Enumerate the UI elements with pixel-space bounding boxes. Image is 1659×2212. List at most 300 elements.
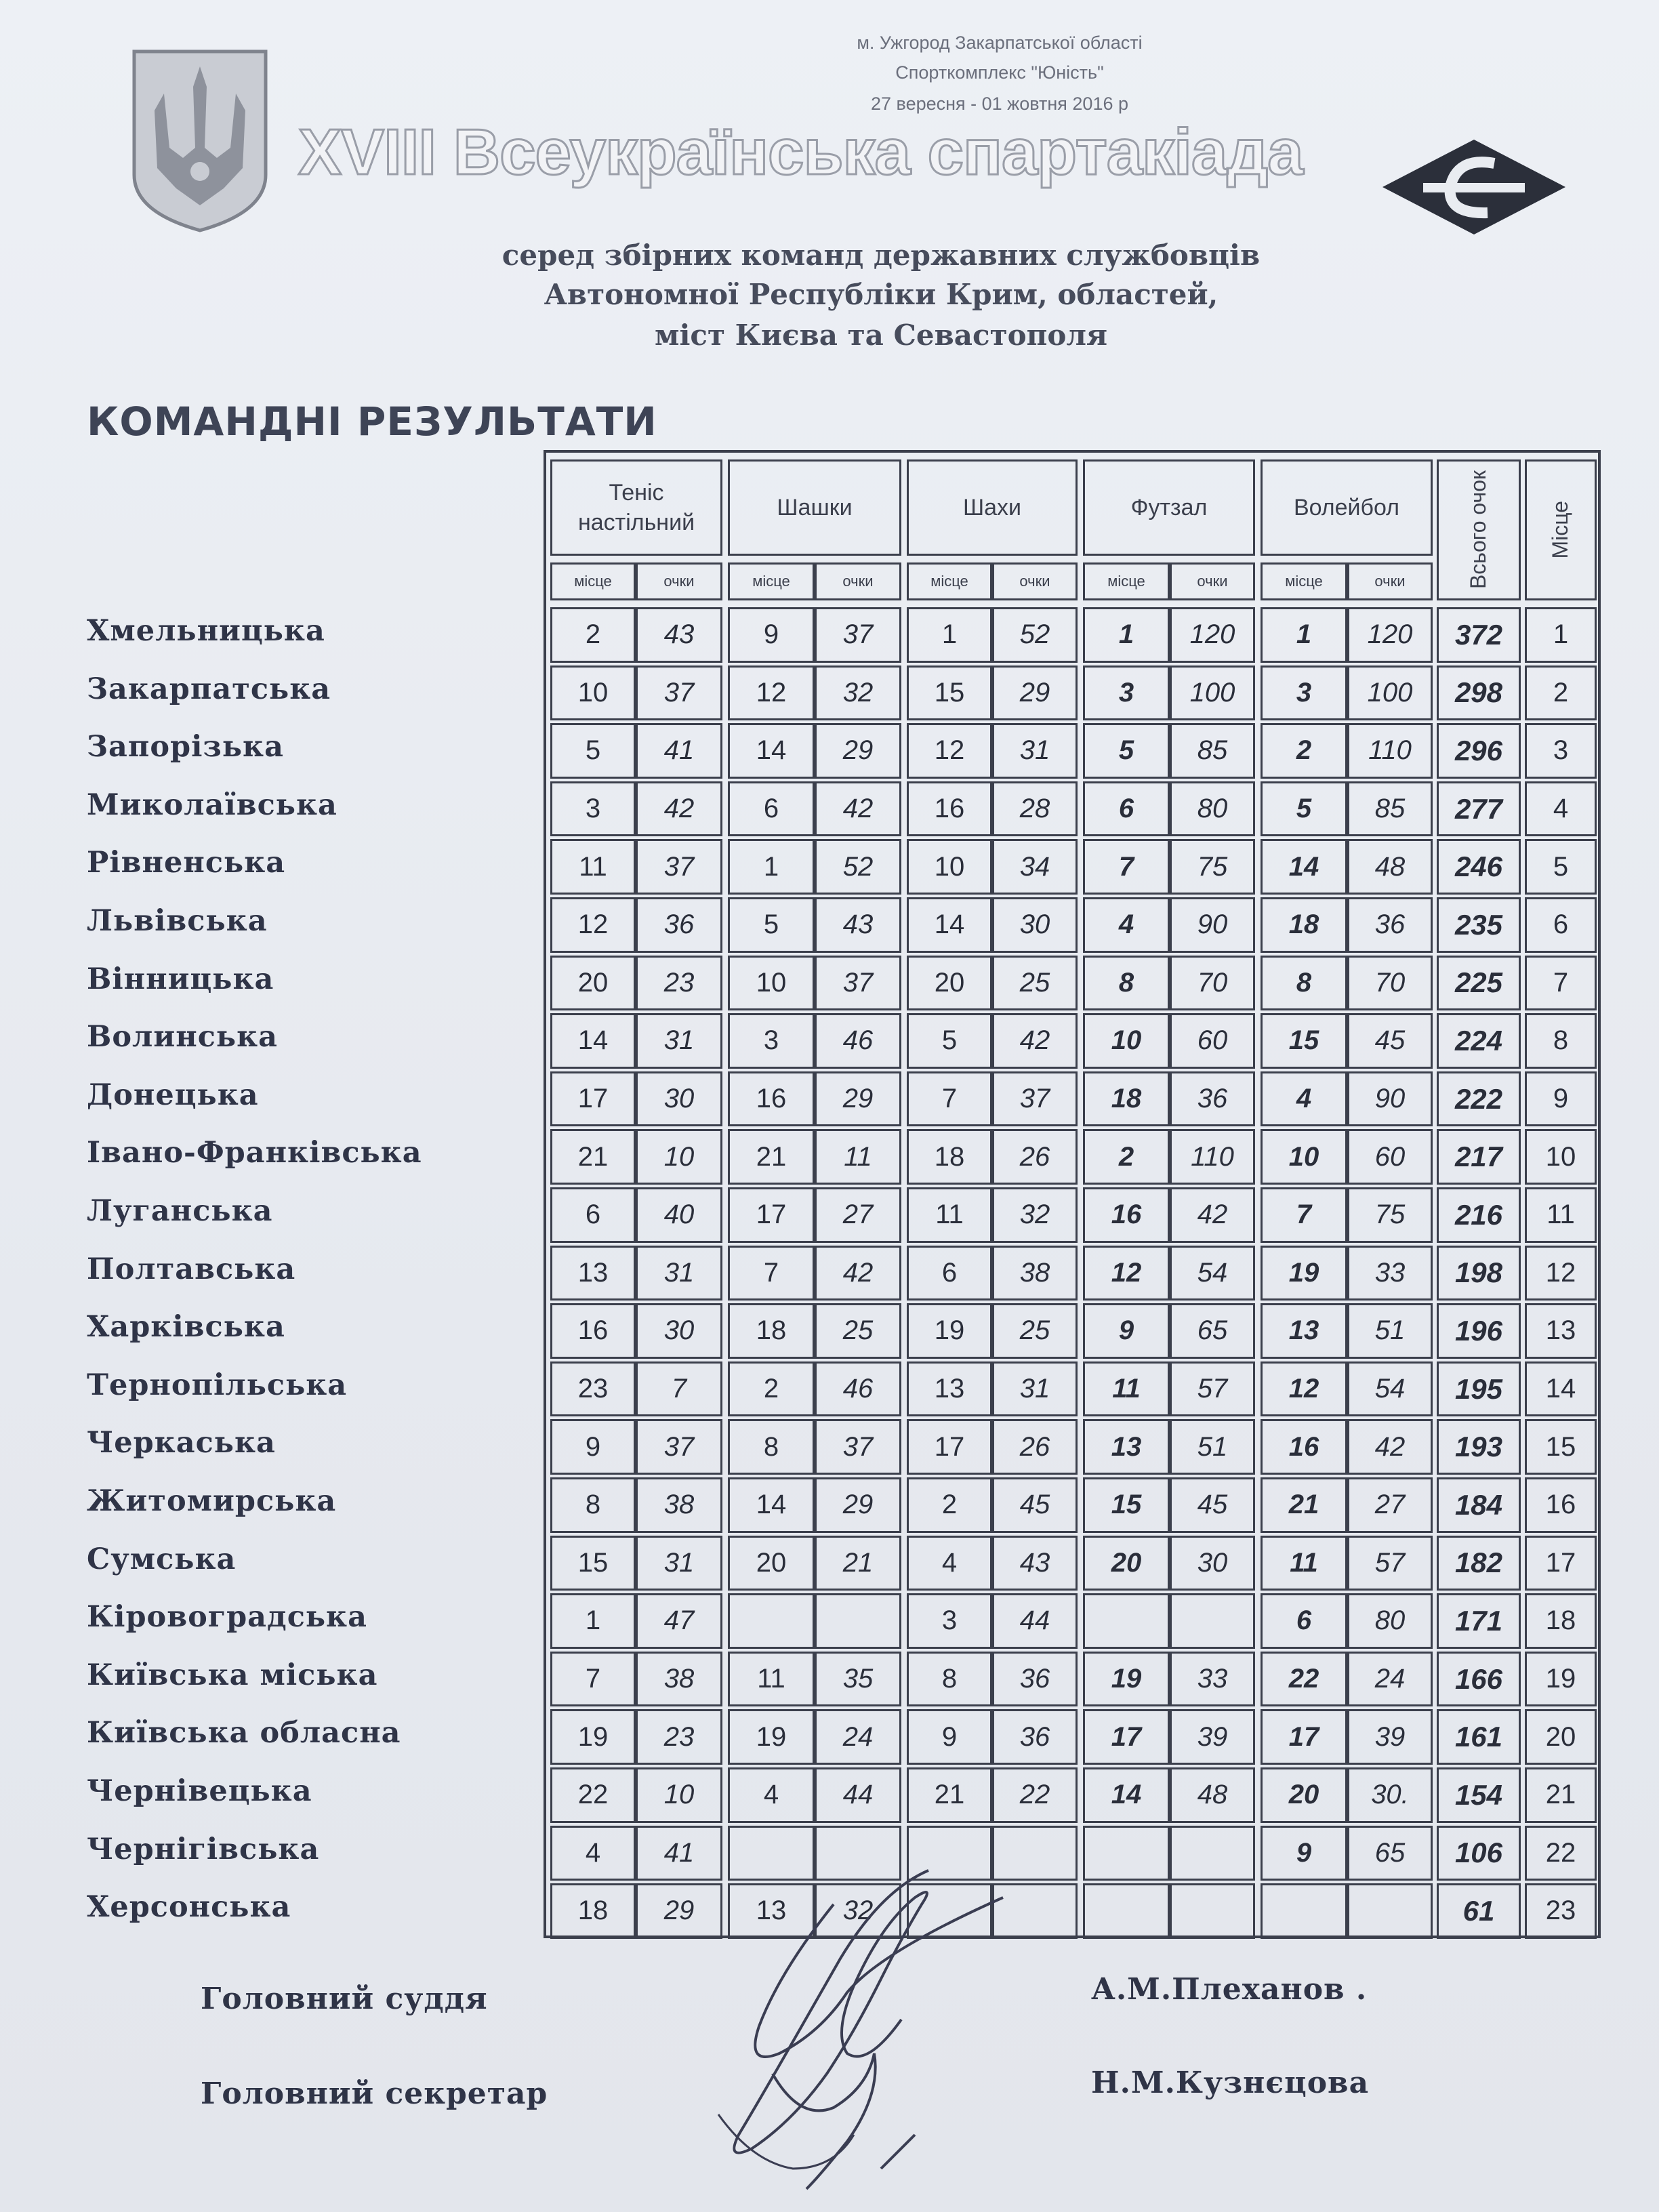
points-cell: 7 [636,1361,722,1417]
team-name: Київська обласна [87,1716,401,1750]
place-cell: 12 [907,723,992,779]
place-cell: 1 [550,1593,636,1649]
points-cell: 39 [1170,1709,1255,1765]
sub-header-place: місце [907,562,992,600]
points-cell: 42 [815,781,901,837]
points-cell: 42 [636,781,722,837]
points-cell: 100 [1347,665,1433,721]
subtitle-line-2: Автономної Республіки Крим, областей, [544,278,1218,311]
place-cell: 4 [728,1767,815,1823]
team-name: Донецька [87,1078,259,1112]
points-cell: 90 [1347,1071,1433,1127]
team-name: Київська міська [87,1658,378,1692]
rank-header-label: Місце [1548,501,1573,559]
points-cell: 30 [1170,1536,1255,1591]
place-cell: 14 [1083,1767,1170,1823]
points-cell: 43 [992,1536,1078,1591]
place-cell: 15 [1261,1013,1347,1069]
place-cell: 3 [728,1013,815,1069]
points-cell: 36 [1347,897,1433,953]
place-cell: 11 [550,839,636,895]
place-cell [1083,1593,1170,1649]
points-cell: 44 [815,1767,901,1823]
place-cell: 4 [550,1826,636,1881]
team-name: Харківська [87,1310,285,1345]
place-cell: 21 [728,1129,815,1185]
rank-header [1525,459,1597,600]
place-cell: 4 [1261,1071,1347,1127]
place-cell: 20 [1083,1536,1170,1591]
points-cell: 75 [1170,839,1255,895]
place-cell: 2 [550,607,636,663]
sport-header: Футзал [1083,459,1255,556]
place-cell: 5 [1261,781,1347,837]
points-cell: 70 [1347,956,1433,1011]
points-cell [1347,1883,1433,1939]
points-cell: 36 [1170,1071,1255,1127]
total-points-cell: 246 [1437,839,1521,895]
place-cell: 3 [907,1593,992,1649]
points-cell: 30. [1347,1767,1433,1823]
place-cell: 15 [907,665,992,721]
sport-header: Шашки [728,459,901,556]
rank-cell: 9 [1525,1071,1597,1127]
points-cell: 57 [1347,1536,1433,1591]
points-cell: 54 [1347,1361,1433,1417]
sport-header: Волейбол [1261,459,1433,556]
points-cell: 57 [1170,1361,1255,1417]
points-cell [1170,1826,1255,1881]
points-cell: 51 [1170,1419,1255,1475]
points-cell: 43 [636,607,722,663]
points-cell: 27 [1347,1477,1433,1533]
place-cell: 7 [1261,1187,1347,1243]
rank-cell: 23 [1525,1883,1597,1939]
team-name: Полтавська [87,1252,296,1286]
points-cell: 30 [636,1303,722,1359]
points-cell: 29 [636,1883,722,1939]
points-cell: 36 [992,1652,1078,1707]
chief-secretary-name: Н.М.Кузнєцова [1091,2066,1370,2100]
rank-cell: 12 [1525,1246,1597,1301]
place-cell: 13 [728,1883,815,1939]
team-name: Закарпатська [87,672,331,706]
place-cell: 5 [907,1013,992,1069]
place-cell: 12 [1083,1246,1170,1301]
place-cell: 14 [1261,839,1347,895]
points-cell: 41 [636,723,722,779]
place-cell: 17 [1261,1709,1347,1765]
points-cell: 45 [1347,1013,1433,1069]
place-cell: 4 [1083,897,1170,953]
points-cell: 70 [1170,956,1255,1011]
points-cell: 24 [815,1709,901,1765]
points-cell: 31 [636,1246,722,1301]
team-name: Кіровоградська [87,1600,367,1635]
points-cell: 37 [815,1419,901,1475]
place-cell: 22 [550,1767,636,1823]
place-cell: 7 [907,1071,992,1127]
points-cell: 38 [636,1652,722,1707]
points-cell: 37 [815,607,901,663]
place-cell: 23 [550,1361,636,1417]
place-cell: 3 [1261,665,1347,721]
total-points-cell: 154 [1437,1767,1521,1823]
place-cell: 8 [1261,956,1347,1011]
total-points-cell: 298 [1437,665,1521,721]
team-name: Херсонська [87,1890,291,1925]
place-cell: 21 [907,1767,992,1823]
points-cell: 52 [815,839,901,895]
trident-coat-of-arms-icon [129,46,271,236]
total-points-cell: 235 [1437,897,1521,953]
total-points-header-label: Всього очок [1466,470,1491,590]
points-cell: 60 [1347,1129,1433,1185]
place-cell: 20 [550,956,636,1011]
points-cell: 100 [1170,665,1255,721]
sub-header-place: місце [728,562,815,600]
points-cell: 48 [1347,839,1433,895]
place-cell: 6 [1083,781,1170,837]
points-cell [815,1593,901,1649]
place-cell: 10 [728,956,815,1011]
rank-cell: 18 [1525,1593,1597,1649]
points-cell: 10 [636,1767,722,1823]
total-points-cell: 184 [1437,1477,1521,1533]
place-cell: 9 [1083,1303,1170,1359]
total-points-cell: 216 [1437,1187,1521,1243]
place-cell: 20 [728,1536,815,1591]
rank-cell: 13 [1525,1303,1597,1359]
place-cell: 13 [1083,1419,1170,1475]
rank-cell: 1 [1525,607,1597,663]
points-cell: 75 [1347,1187,1433,1243]
points-cell: 46 [815,1013,901,1069]
points-cell: 30 [636,1071,722,1127]
points-cell: 37 [636,665,722,721]
place-cell: 12 [728,665,815,721]
place-cell: 7 [1083,839,1170,895]
place-cell: 12 [1261,1361,1347,1417]
points-cell: 10 [636,1129,722,1185]
place-cell: 8 [728,1419,815,1475]
points-cell: 28 [992,781,1078,837]
place-cell: 5 [1083,723,1170,779]
team-name: Волинська [87,1020,278,1054]
rank-cell: 6 [1525,897,1597,953]
total-points-cell: 106 [1437,1826,1521,1881]
total-points-header [1437,459,1521,600]
points-cell: 42 [1170,1187,1255,1243]
points-cell: 37 [815,956,901,1011]
points-cell: 42 [1347,1419,1433,1475]
place-cell: 6 [550,1187,636,1243]
place-cell: 8 [1083,956,1170,1011]
total-points-cell: 296 [1437,723,1521,779]
points-cell: 29 [992,665,1078,721]
points-cell: 25 [992,956,1078,1011]
rank-cell: 22 [1525,1826,1597,1881]
points-cell: 31 [636,1013,722,1069]
place-cell: 6 [907,1246,992,1301]
points-cell: 37 [992,1071,1078,1127]
rank-cell: 2 [1525,665,1597,721]
points-cell: 80 [1347,1593,1433,1649]
points-cell: 29 [815,1071,901,1127]
sub-header-points: очки [815,562,901,600]
total-points-cell: 222 [1437,1071,1521,1127]
total-points-cell: 224 [1437,1013,1521,1069]
place-cell: 19 [550,1709,636,1765]
points-cell: 23 [636,956,722,1011]
place-cell: 8 [907,1652,992,1707]
points-cell: 42 [815,1246,901,1301]
total-points-cell: 196 [1437,1303,1521,1359]
rank-cell: 19 [1525,1652,1597,1707]
place-cell: 3 [550,781,636,837]
place-cell: 6 [1261,1593,1347,1649]
subtitle-line-1: серед збірних команд державних службовців [501,239,1261,272]
sub-header-points: очки [992,562,1078,600]
place-cell: 9 [550,1419,636,1475]
points-cell: 25 [815,1303,901,1359]
rank-cell: 11 [1525,1187,1597,1243]
place-cell: 10 [1083,1013,1170,1069]
points-cell: 65 [1347,1826,1433,1881]
total-points-cell: 372 [1437,607,1521,663]
place-cell: 13 [907,1361,992,1417]
points-cell: 31 [992,1361,1078,1417]
points-cell: 24 [1347,1652,1433,1707]
points-cell: 42 [992,1013,1078,1069]
place-cell: 11 [1083,1361,1170,1417]
chief-secretary-label: Головний секретар [201,2076,548,2111]
total-points-cell: 217 [1437,1129,1521,1185]
points-cell: 60 [1170,1013,1255,1069]
place-cell: 21 [1261,1477,1347,1533]
venue-city: м. Ужгород Закарпатської області [857,33,1143,53]
place-cell: 18 [728,1303,815,1359]
points-cell: 22 [992,1767,1078,1823]
signature-icon [678,1850,1030,2203]
rank-cell: 17 [1525,1536,1597,1591]
team-name: Луганська [87,1194,273,1228]
sport-header: Шахи [907,459,1078,556]
rank-cell: 7 [1525,956,1597,1011]
place-cell: 14 [550,1013,636,1069]
points-cell: 31 [992,723,1078,779]
place-cell [1083,1826,1170,1881]
event-dates: 27 вересня - 01 жовтня 2016 р [871,94,1128,114]
event-title: XVIII Всеукраїнська спартакіада [298,116,1303,188]
sub-header-place: місце [1261,562,1347,600]
team-name: Вінницька [87,962,274,996]
place-cell: 1 [1261,607,1347,663]
points-cell: 27 [815,1187,901,1243]
team-name: Львівська [87,904,268,938]
points-cell: 85 [1170,723,1255,779]
place-cell: 19 [907,1303,992,1359]
points-cell: 45 [992,1477,1078,1533]
place-cell: 1 [1083,607,1170,663]
team-name: Рівненська [87,846,286,880]
place-cell: 9 [728,607,815,663]
place-cell: 15 [1083,1477,1170,1533]
total-points-cell: 193 [1437,1419,1521,1475]
points-cell: 52 [992,607,1078,663]
points-cell: 41 [636,1826,722,1881]
place-cell: 20 [1261,1767,1347,1823]
points-cell: 46 [815,1361,901,1417]
place-cell: 6 [728,781,815,837]
place-cell: 9 [1261,1826,1347,1881]
place-cell: 16 [1083,1187,1170,1243]
team-name: Запорізька [87,730,284,764]
total-points-cell: 161 [1437,1709,1521,1765]
place-cell: 14 [907,897,992,953]
points-cell: 29 [815,723,901,779]
total-points-cell: 198 [1437,1246,1521,1301]
place-cell: 22 [1261,1652,1347,1707]
place-cell [1261,1883,1347,1939]
place-cell: 19 [728,1709,815,1765]
sub-header-points: очки [636,562,722,600]
points-cell: 31 [636,1536,722,1591]
points-cell [1170,1593,1255,1649]
place-cell: 21 [550,1129,636,1185]
points-cell: 29 [815,1477,901,1533]
place-cell: 1 [907,607,992,663]
place-cell: 17 [550,1071,636,1127]
points-cell: 90 [1170,897,1255,953]
team-name: Хмельницька [87,614,325,648]
rank-cell: 10 [1525,1129,1597,1185]
place-cell: 10 [907,839,992,895]
team-name: Черкаська [87,1426,276,1460]
points-cell: 38 [992,1246,1078,1301]
place-cell: 11 [728,1652,815,1707]
place-cell: 12 [550,897,636,953]
place-cell: 16 [728,1071,815,1127]
place-cell: 14 [728,723,815,779]
rank-cell: 16 [1525,1477,1597,1533]
place-cell: 10 [550,665,636,721]
place-cell: 2 [907,1477,992,1533]
chief-judge-label: Головний суддя [201,1982,488,2016]
place-cell: 17 [1083,1709,1170,1765]
place-cell: 16 [907,781,992,837]
place-cell: 2 [1083,1129,1170,1185]
rank-cell: 5 [1525,839,1597,895]
place-cell: 7 [728,1246,815,1301]
points-cell: 26 [992,1419,1078,1475]
points-cell: 36 [636,897,722,953]
section-title: КОМАНДНІ РЕЗУЛЬТАТИ [87,398,657,445]
place-cell: 1 [728,839,815,895]
points-cell: 65 [1170,1303,1255,1359]
venue-sports-complex: Спорткомплекс "Юність" [895,62,1104,83]
total-points-cell: 195 [1437,1361,1521,1417]
points-cell: 47 [636,1593,722,1649]
place-cell: 18 [907,1129,992,1185]
points-cell: 51 [1347,1303,1433,1359]
points-cell: 110 [1347,723,1433,779]
place-cell: 5 [550,723,636,779]
sub-header-points: очки [1347,562,1433,600]
points-cell: 11 [815,1129,901,1185]
points-cell: 43 [815,897,901,953]
points-cell: 120 [1170,607,1255,663]
team-name: Тернопільська [87,1368,348,1402]
total-points-cell: 61 [1437,1883,1521,1939]
points-cell: 32 [992,1187,1078,1243]
sub-header-place: місце [550,562,636,600]
subtitle-line-3: міст Києва та Севастополя [654,319,1108,352]
rank-cell: 3 [1525,723,1597,779]
points-cell: 40 [636,1187,722,1243]
team-name: Чернігівська [87,1832,320,1866]
place-cell: 13 [1261,1303,1347,1359]
place-cell [728,1593,815,1649]
points-cell: 85 [1347,781,1433,837]
total-points-cell: 166 [1437,1652,1521,1707]
rank-cell: 15 [1525,1419,1597,1475]
points-cell: 44 [992,1593,1078,1649]
place-cell [1083,1883,1170,1939]
place-cell: 5 [728,897,815,953]
place-cell: 2 [1261,723,1347,779]
place-cell: 17 [907,1419,992,1475]
place-cell: 19 [1261,1246,1347,1301]
rank-cell: 4 [1525,781,1597,837]
place-cell: 18 [550,1883,636,1939]
points-cell: 26 [992,1129,1078,1185]
place-cell: 15 [550,1536,636,1591]
team-name: Житомирська [87,1484,337,1518]
points-cell: 48 [1170,1767,1255,1823]
place-cell: 9 [907,1709,992,1765]
team-name: Івано-Франківська [87,1136,422,1170]
team-name: Сумська [87,1542,237,1576]
points-cell: 21 [815,1536,901,1591]
total-points-cell: 277 [1437,781,1521,837]
place-cell: 16 [550,1303,636,1359]
sub-header-place: місце [1083,562,1170,600]
sport-header: Теніс настільний [550,459,722,556]
spartak-emblem-icon [1376,133,1572,241]
points-cell: 39 [1347,1709,1433,1765]
points-cell: 36 [992,1709,1078,1765]
place-cell: 8 [550,1477,636,1533]
place-cell: 7 [550,1652,636,1707]
place-cell: 11 [907,1187,992,1243]
points-cell: 33 [1347,1246,1433,1301]
place-cell: 16 [1261,1419,1347,1475]
points-cell: 25 [992,1303,1078,1359]
points-cell: 110 [1170,1129,1255,1185]
team-name: Миколаївська [87,787,337,822]
team-name: Чернівецька [87,1774,312,1808]
points-cell: 35 [815,1652,901,1707]
points-cell: 32 [815,665,901,721]
chief-judge-name: А.М.Плеханов . [1091,1972,1368,2007]
points-cell: 54 [1170,1246,1255,1301]
points-cell [1170,1883,1255,1939]
place-cell: 20 [907,956,992,1011]
place-cell: 18 [1261,897,1347,953]
rank-cell: 21 [1525,1767,1597,1823]
points-cell: 80 [1170,781,1255,837]
